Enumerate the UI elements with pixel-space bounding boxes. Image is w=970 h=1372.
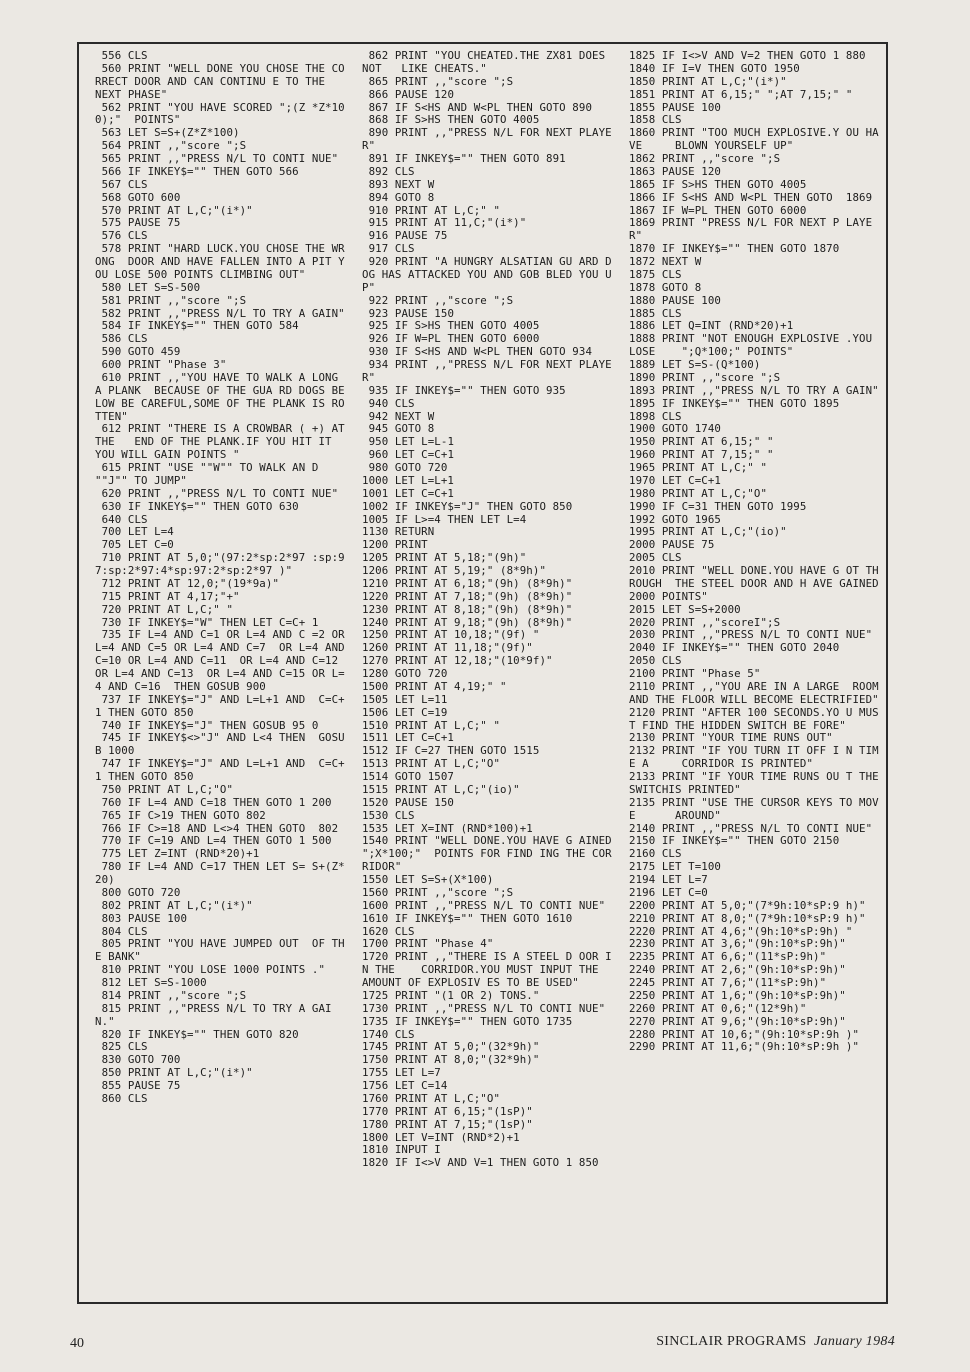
code-line: 1850 PRINT AT L,C;"(i*)" bbox=[629, 74, 787, 88]
code-line: 1001 LET C=C+1 bbox=[362, 486, 455, 500]
code-line: 1206 PRINT AT 5,19;" (8*9h)" bbox=[362, 564, 547, 577]
code-line: 2130 PRINT "YOUR TIME RUNS OUT" bbox=[629, 731, 833, 745]
code-line: 940 CLS bbox=[362, 396, 415, 410]
code-line: 1250 PRINT AT 10,18;"(9f) " bbox=[362, 628, 540, 642]
code-line: 780 IF L=4 AND C=17 THEN LET S= S+(Z*20) bbox=[95, 860, 345, 886]
code-line: 2005 CLS bbox=[629, 551, 682, 565]
listing-column-2 bbox=[362, 49, 632, 1302]
code-line: 2235 PRINT AT 6,6;"(11*sP:9h)" bbox=[629, 950, 827, 964]
code-line: 1780 PRINT AT 7,15;"(1sP)" bbox=[362, 1117, 533, 1131]
code-line: 720 PRINT AT L,C;" " bbox=[95, 602, 234, 616]
code-line: 2120 PRINT "AFTER 100 SECONDS.YO U MUST FIND THE HIDDEN SWITCH BE FORE" bbox=[629, 705, 879, 732]
code-line: 1867 IF W=PL THEN GOTO 6000 bbox=[629, 203, 807, 217]
listing-column-1 bbox=[95, 50, 351, 1302]
code-line: 934 PRINT ,,"PRESS N/L FOR NEXT PLAYER" bbox=[362, 358, 612, 384]
code-line: 802 PRINT AT L,C;"(i*)" bbox=[95, 898, 253, 912]
code-line: 1720 PRINT ,,"THERE IS A STEEL D OOR IN THE CORRIDOR.YOU MUST INPUT THE AMOUNT OF EXPLOSIV ES TO BE USED" bbox=[362, 950, 632, 989]
code-line: 584 IF INKEY$="" THEN GOTO 584 bbox=[95, 319, 299, 333]
code-line: 926 IF W=PL THEN GOTO 6000 bbox=[362, 332, 540, 346]
code-line: 582 PRINT ,,"PRESS N/L TO TRY A GAIN" bbox=[95, 306, 345, 320]
code-line: 800 GOTO 720 bbox=[95, 885, 181, 899]
code-line: 1535 LET X=INT (RND*100)+1 bbox=[362, 821, 533, 835]
code-line: 922 PRINT ,,"score ";S bbox=[362, 293, 514, 307]
code-line: 920 PRINT "A HUNGRY ALSATIAN GU ARD DOG HAS ATTACKED YOU AND GOB BLED YOU UP" bbox=[362, 255, 612, 294]
code-line: 1878 GOTO 8 bbox=[629, 280, 702, 294]
code-line: 1756 LET C=14 bbox=[362, 1079, 448, 1092]
code-line: 980 GOTO 720 bbox=[362, 461, 448, 474]
code-line: 568 GOTO 600 bbox=[95, 190, 181, 204]
code-line: 1740 CLS bbox=[362, 1027, 415, 1041]
code-line: 805 PRINT "YOU HAVE JUMPED OUT OF THE BANK" bbox=[95, 937, 345, 964]
code-line: 1550 LET S=S+(X*100) bbox=[362, 873, 494, 886]
code-line: 2015 LET S=S+2000 bbox=[629, 602, 741, 616]
code-line: 570 PRINT AT L,C;"(i*)" bbox=[95, 203, 253, 217]
code-line: 1205 PRINT AT 5,18;"(9h)" bbox=[362, 551, 527, 565]
code-line: 1730 PRINT ,,"PRESS N/L TO CONTI NUE" bbox=[362, 1001, 606, 1015]
code-line: 1530 CLS bbox=[362, 808, 415, 822]
code-line: 1505 LET L=11 bbox=[362, 692, 448, 706]
code-line: 1863 PAUSE 120 bbox=[629, 164, 722, 178]
code-line: 1885 CLS bbox=[629, 306, 682, 320]
code-line: 1540 PRINT "WELL DONE.YOU HAVE G AINED ";X*100;" POINTS FOR FIND ING THE CORRIDOR" bbox=[362, 834, 619, 874]
code-line: 1220 PRINT AT 7,18;"(9h) (8*9h)" bbox=[362, 589, 573, 603]
code-line: 892 CLS bbox=[362, 164, 415, 178]
code-line: 1130 RETURN bbox=[362, 525, 435, 539]
code-line: 1950 PRINT AT 6,15;" " bbox=[629, 435, 774, 449]
code-line: 1898 CLS bbox=[629, 409, 682, 423]
code-line: 740 IF INKEY$="J" THEN GOSUB 95 0 bbox=[95, 718, 319, 732]
code-line: 2010 PRINT "WELL DONE.YOU HAVE G OT THROUGH THE STEEL DOOR AND H AVE GAINED 2000 POINTS" bbox=[629, 564, 899, 603]
code-line: 910 PRINT AT L,C;" " bbox=[362, 203, 501, 217]
code-line: 1825 IF I<>V AND V=2 THEN GOTO 1 880 bbox=[629, 49, 866, 62]
code-line: 590 GOTO 459 bbox=[95, 345, 181, 359]
code-line: 855 PAUSE 75 bbox=[95, 1079, 181, 1092]
code-line: 730 IF INKEY$="W" THEN LET C=C+ 1 bbox=[95, 615, 319, 629]
code-line: 760 IF L=4 AND C=18 THEN GOTO 1 200 bbox=[95, 795, 332, 809]
code-line: 580 LET S=S-500 bbox=[95, 280, 201, 294]
code-line: 1889 LET S=S-(Q*100) bbox=[629, 358, 761, 371]
code-line: 1700 PRINT "Phase 4" bbox=[362, 937, 494, 951]
code-line: 2196 LET C=0 bbox=[629, 885, 708, 899]
code-line: 825 CLS bbox=[95, 1040, 148, 1054]
code-line: 1506 LET C=19 bbox=[362, 705, 448, 719]
code-line: 862 PRINT "YOU CHEATED.THE ZX81 DOES NOT LIKE CHEATS." bbox=[362, 49, 612, 75]
code-line: 945 GOTO 8 bbox=[362, 422, 435, 436]
code-line: 1513 PRINT AT L,C;"O" bbox=[362, 757, 501, 771]
code-line: 1510 PRINT AT L,C;" " bbox=[362, 718, 501, 732]
magazine-footer bbox=[656, 1334, 895, 1350]
code-line: 1725 PRINT "(1 OR 2) TONS." bbox=[362, 988, 540, 1002]
code-line: 1515 PRINT AT L,C;"(io)" bbox=[362, 782, 520, 796]
code-line: 700 LET L=4 bbox=[95, 525, 174, 539]
code-line: 950 LET L=L-1 bbox=[362, 435, 455, 449]
code-line: 2245 PRINT AT 7,6;"(11*sP:9h)" bbox=[629, 976, 827, 989]
code-line: 2175 LET T=100 bbox=[629, 860, 722, 874]
code-line: 2200 PRINT AT 5,0;"(7*9h:10*sP:9 h)" bbox=[629, 898, 866, 912]
code-line: 737 IF INKEY$="J" AND L=L+1 AND C=C+1 THEN GOTO 850 bbox=[95, 692, 345, 719]
code-line: 576 CLS bbox=[95, 229, 148, 243]
code-line: 705 LET C=0 bbox=[95, 538, 174, 552]
code-line: 891 IF INKEY$="" THEN GOTO 891 bbox=[362, 152, 566, 165]
code-line: 1514 GOTO 1507 bbox=[362, 770, 455, 783]
code-line: 1280 GOTO 720 bbox=[362, 667, 448, 680]
code-line: 803 PAUSE 100 bbox=[95, 911, 188, 925]
code-line: 766 IF C>=18 AND L<>4 THEN GOTO 802 bbox=[95, 821, 339, 835]
code-line: 1000 LET L=L+1 bbox=[362, 473, 455, 487]
code-line: 1500 PRINT AT 4,19;" " bbox=[362, 679, 507, 693]
code-line: 2280 PRINT AT 10,6;"(9h:10*sP:9h )" bbox=[629, 1027, 860, 1041]
code-line: 2230 PRINT AT 3,6;"(9h:10*sP:9h)" bbox=[629, 937, 846, 951]
code-line: 1992 GOTO 1965 bbox=[629, 512, 722, 526]
code-line: 612 PRINT "THERE IS A CROWBAR ( +) AT THE END OF THE PLANK.IF YOU HIT IT YOU WILL GAIN POINTS " bbox=[95, 422, 352, 462]
code-line: 1851 PRINT AT 6,15;" ";AT 7,15;" " bbox=[629, 87, 853, 101]
code-line: 556 CLS bbox=[95, 49, 148, 62]
code-line: 578 PRINT "HARD LUCK.YOU CHOSE THE WRONG DOOR AND HAVE FALLEN INTO A PIT YOU LOSE 500 POINTS CLIMBING OUT" bbox=[95, 242, 345, 281]
code-line: 814 PRINT ,,"score ";S bbox=[95, 988, 247, 1002]
code-line: 1745 PRINT AT 5,0;"(32*9h)" bbox=[362, 1040, 540, 1054]
code-line: 1600 PRINT ,,"PRESS N/L TO CONTI NUE" bbox=[362, 898, 606, 912]
code-line: 1965 PRINT AT L,C;" " bbox=[629, 461, 768, 474]
code-line: 2050 CLS bbox=[629, 654, 682, 668]
code-line: 2030 PRINT ,,"PRESS N/L TO CONTI NUE" bbox=[629, 628, 873, 642]
code-line: 630 IF INKEY$="" THEN GOTO 630 bbox=[95, 499, 299, 513]
code-line: 1230 PRINT AT 8,18;"(9h) (8*9h)" bbox=[362, 602, 573, 616]
code-line: 1865 IF S>HS THEN GOTO 4005 bbox=[629, 177, 807, 191]
code-line: 565 PRINT ,,"PRESS N/L TO CONTI NUE" bbox=[95, 152, 339, 165]
code-line: 1866 IF S<HS AND W<PL THEN GOTO 1869 bbox=[629, 190, 873, 204]
code-line: 1511 LET C=C+1 bbox=[362, 731, 455, 745]
code-line: 930 IF S<HS AND W<PL THEN GOTO 934 bbox=[362, 345, 593, 359]
code-line: 581 PRINT ,,"score ";S bbox=[95, 293, 247, 307]
code-line: 2133 PRINT "IF YOUR TIME RUNS OU T THE SWITCHIS PRINTED" bbox=[629, 770, 886, 796]
code-line: 893 NEXT W bbox=[362, 177, 435, 191]
code-line: 2110 PRINT ,,"YOU ARE IN A LARGE ROOM AND THE FLOOR WILL BECOME ELECTRIFIED" bbox=[629, 679, 886, 706]
code-line: 1980 PRINT AT L,C;"O" bbox=[629, 486, 768, 500]
code-line: 1200 PRINT bbox=[362, 538, 428, 552]
code-line: 2160 CLS bbox=[629, 847, 682, 861]
code-line: 1895 IF INKEY$="" THEN GOTO 1895 bbox=[629, 396, 840, 410]
code-line: 750 PRINT AT L,C;"O" bbox=[95, 782, 234, 796]
code-line: 615 PRINT "USE ""W"" TO WALK AN D ""J"" TO JUMP" bbox=[95, 461, 326, 487]
code-line: 1855 PAUSE 100 bbox=[629, 100, 722, 114]
code-line: 2100 PRINT "Phase 5" bbox=[629, 667, 761, 680]
code-line: 2240 PRINT AT 2,6;"(9h:10*sP:9h)" bbox=[629, 963, 846, 977]
code-line: 1240 PRINT AT 9,18;"(9h) (8*9h)" bbox=[362, 615, 573, 629]
code-line: 566 IF INKEY$="" THEN GOTO 566 bbox=[95, 164, 299, 178]
code-line: 1870 IF INKEY$="" THEN GOTO 1870 bbox=[629, 242, 840, 256]
code-line: 2210 PRINT AT 8,0;"(7*9h:10*sP:9 h)" bbox=[629, 911, 866, 925]
code-line: 810 PRINT "YOU LOSE 1000 POINTS ." bbox=[95, 963, 326, 977]
code-line: 564 PRINT ,,"score ";S bbox=[95, 139, 247, 153]
code-line: 1890 PRINT ,,"score ";S bbox=[629, 370, 781, 384]
code-line: 1970 LET C=C+1 bbox=[629, 473, 722, 487]
code-line: 1260 PRINT AT 11,18;"(9f)" bbox=[362, 641, 533, 655]
code-line: 610 PRINT ,,"YOU HAVE TO WALK A LONG A PLANK BECAUSE OF THE GUA RD DOGS BELOW BE CAREFUL,SOME OF THE PLANK IS ROTTEN" bbox=[95, 370, 345, 423]
magazine-title: SINCLAIR PROGRAMS bbox=[656, 1334, 807, 1349]
code-line: 620 PRINT ,,"PRESS N/L TO CONTI NUE" bbox=[95, 486, 339, 500]
code-line: 1820 IF I<>V AND V=1 THEN GOTO 1 850 bbox=[362, 1156, 599, 1170]
code-line: 563 LET S=S+(Z*Z*100) bbox=[95, 126, 240, 140]
code-line: 1840 IF I=V THEN GOTO 1950 bbox=[629, 61, 800, 75]
code-line: 2040 IF INKEY$="" THEN GOTO 2040 bbox=[629, 641, 840, 655]
listing-column-3 bbox=[629, 49, 899, 1302]
code-line: 1005 IF L>=4 THEN LET L=4 bbox=[362, 512, 527, 526]
code-line: 2150 IF INKEY$="" THEN GOTO 2150 bbox=[629, 834, 840, 848]
code-line: 747 IF INKEY$="J" AND L=L+1 AND C=C+1 THEN GOTO 850 bbox=[95, 757, 345, 783]
code-line: 960 LET C=C+1 bbox=[362, 448, 455, 462]
code-line: 1770 PRINT AT 6,15;"(1sP)" bbox=[362, 1104, 533, 1118]
code-line: 1990 IF C=31 THEN GOTO 1995 bbox=[629, 499, 807, 513]
code-line: 1800 LET V=INT (RND*2)+1 bbox=[362, 1130, 520, 1144]
code-line: 1735 IF INKEY$="" THEN GOTO 1735 bbox=[362, 1014, 573, 1028]
code-line: 2020 PRINT ,,"scoreI";S bbox=[629, 615, 781, 629]
code-line: 715 PRINT AT 4,17;"+" bbox=[95, 589, 240, 603]
code-line: 935 IF INKEY$="" THEN GOTO 935 bbox=[362, 383, 566, 397]
code-line: 1886 LET Q=INT (RND*20)+1 bbox=[629, 319, 794, 333]
code-line: 712 PRINT AT 12,0;"(19*9a)" bbox=[95, 576, 280, 590]
code-line: 830 GOTO 700 bbox=[95, 1053, 181, 1067]
code-line: 866 PAUSE 120 bbox=[362, 87, 455, 101]
code-line: 865 PRINT ,,"score ";S bbox=[362, 74, 514, 88]
code-line: 1760 PRINT AT L,C;"O" bbox=[362, 1091, 501, 1105]
code-line: 770 IF C=19 AND L=4 THEN GOTO 1 500 bbox=[95, 834, 332, 848]
issue-date: January 1984 bbox=[814, 1334, 895, 1349]
code-line: 567 CLS bbox=[95, 177, 148, 191]
code-line: 2135 PRINT "USE THE CURSOR KEYS TO MOVE AROUND" bbox=[629, 795, 879, 822]
code-line: 860 CLS bbox=[95, 1091, 148, 1105]
code-line: 804 CLS bbox=[95, 924, 148, 938]
code-line: 917 CLS bbox=[362, 242, 415, 256]
code-line: 2270 PRINT AT 9,6;"(9h:10*sP:9h)" bbox=[629, 1014, 846, 1028]
code-line: 1872 NEXT W bbox=[629, 255, 702, 268]
code-line: 1888 PRINT "NOT ENOUGH EXPLOSIVE .YOU LOSE ";Q*100;" POINTS" bbox=[629, 332, 879, 359]
code-line: 1002 IF INKEY$="J" THEN GOTO 850 bbox=[362, 499, 573, 513]
page-number: 40 bbox=[70, 1336, 84, 1351]
code-line: 915 PRINT AT 11,C;"(i*)" bbox=[362, 216, 527, 230]
code-line: 867 IF S<HS AND W<PL THEN GOTO 890 bbox=[362, 100, 593, 114]
code-line: 1880 PAUSE 100 bbox=[629, 293, 722, 307]
code-line: 850 PRINT AT L,C;"(i*)" bbox=[95, 1066, 253, 1080]
code-line: 1893 PRINT ,,"PRESS N/L TO TRY A GAIN" bbox=[629, 383, 879, 397]
code-line: 640 CLS bbox=[95, 512, 148, 526]
code-line: 2250 PRINT AT 1,6;"(9h:10*sP:9h)" bbox=[629, 988, 846, 1002]
code-line: 775 LET Z=INT (RND*20)+1 bbox=[95, 847, 260, 861]
code-line: 586 CLS bbox=[95, 332, 148, 346]
code-line: 923 PAUSE 150 bbox=[362, 306, 455, 320]
code-line: 2290 PRINT AT 11,6;"(9h:10*sP:9h )" bbox=[629, 1040, 860, 1054]
code-line: 1620 CLS bbox=[362, 924, 415, 938]
code-line: 2220 PRINT AT 4,6;"(9h:10*sP:9h) " bbox=[629, 924, 853, 938]
code-line: 1755 LET L=7 bbox=[362, 1066, 441, 1080]
code-line: 2194 LET L=7 bbox=[629, 873, 708, 886]
code-line: 894 GOTO 8 bbox=[362, 190, 435, 204]
code-line: 1995 PRINT AT L,C;"(io)" bbox=[629, 525, 787, 539]
code-line: 562 PRINT "YOU HAVE SCORED ";(Z *Z*100);" POINTS" bbox=[95, 100, 345, 127]
code-line: 1875 CLS bbox=[629, 267, 682, 281]
code-line: 1610 IF INKEY$="" THEN GOTO 1610 bbox=[362, 911, 573, 925]
code-line: 735 IF L=4 AND C=1 OR L=4 AND C =2 OR L=4 AND C=5 OR L=4 AND C=7 OR L=4 AND C=10 OR L=4 AND C=11 OR L=4 AND C=12 OR L=4 AND C=13 OR L=4 AND C=15 OR L=4 AND C=16 THEN GOSUB 900 bbox=[95, 628, 352, 693]
code-line: 2140 PRINT ,,"PRESS N/L TO CONTI NUE" bbox=[629, 821, 873, 835]
code-line: 2132 PRINT "IF YOU TURN IT OFF I N TIME A CORRIDOR IS PRINTED" bbox=[629, 744, 879, 771]
code-line: 575 PAUSE 75 bbox=[95, 216, 181, 230]
code-line: 1858 CLS bbox=[629, 113, 682, 127]
code-line: 745 IF INKEY$<>"J" AND L<4 THEN GOSUB 1000 bbox=[95, 731, 345, 758]
code-line: 1560 PRINT ,,"score ";S bbox=[362, 885, 514, 899]
code-line: 890 PRINT ,,"PRESS N/L FOR NEXT PLAYER" bbox=[362, 126, 612, 153]
code-line: 2000 PAUSE 75 bbox=[629, 538, 715, 552]
code-line: 765 IF C>19 THEN GOTO 802 bbox=[95, 808, 266, 822]
code-line: 916 PAUSE 75 bbox=[362, 229, 448, 243]
code-line: 820 IF INKEY$="" THEN GOTO 820 bbox=[95, 1027, 299, 1041]
code-line: 560 PRINT "WELL DONE YOU CHOSE THE CORRECT DOOR AND CAN CONTINU E TO THE NEXT PHASE" bbox=[95, 61, 345, 101]
code-line: 1810 INPUT I bbox=[362, 1143, 441, 1157]
code-line: 925 IF S>HS THEN GOTO 4005 bbox=[362, 319, 540, 333]
code-line: 1862 PRINT ,,"score ";S bbox=[629, 152, 781, 165]
code-line: 2260 PRINT AT 0,6;"(12*9h)" bbox=[629, 1001, 807, 1015]
code-line: 812 LET S=S-1000 bbox=[95, 976, 207, 989]
code-line: 815 PRINT ,,"PRESS N/L TO TRY A GAIN." bbox=[95, 1001, 332, 1028]
code-line: 1270 PRINT AT 12,18;"(10*9f)" bbox=[362, 654, 553, 668]
code-line: 710 PRINT AT 5,0;"(97:2*sp:2*97 :sp:97:sp:2*97:4*sp:97:2*sp:2*97 )" bbox=[95, 551, 345, 577]
code-line: 1869 PRINT "PRESS N/L FOR NEXT P LAYER" bbox=[629, 216, 873, 243]
code-line: 600 PRINT "Phase 3" bbox=[95, 358, 227, 371]
code-line: 1210 PRINT AT 6,18;"(9h) (8*9h)" bbox=[362, 576, 573, 590]
code-line: 1900 GOTO 1740 bbox=[629, 422, 722, 436]
code-line: 1960 PRINT AT 7,15;" " bbox=[629, 448, 774, 462]
code-line: 1512 IF C=27 THEN GOTO 1515 bbox=[362, 744, 540, 758]
code-line: 1520 PAUSE 150 bbox=[362, 795, 455, 809]
code-line: 942 NEXT W bbox=[362, 409, 435, 423]
program-listing-frame bbox=[77, 42, 899, 1304]
code-line: 868 IF S>HS THEN GOTO 4005 bbox=[362, 113, 540, 127]
code-line: 1860 PRINT "TOO MUCH EXPLOSIVE.Y OU HAVE BLOWN YOURSELF UP" bbox=[629, 126, 879, 153]
code-line: 1750 PRINT AT 8,0;"(32*9h)" bbox=[362, 1053, 540, 1067]
